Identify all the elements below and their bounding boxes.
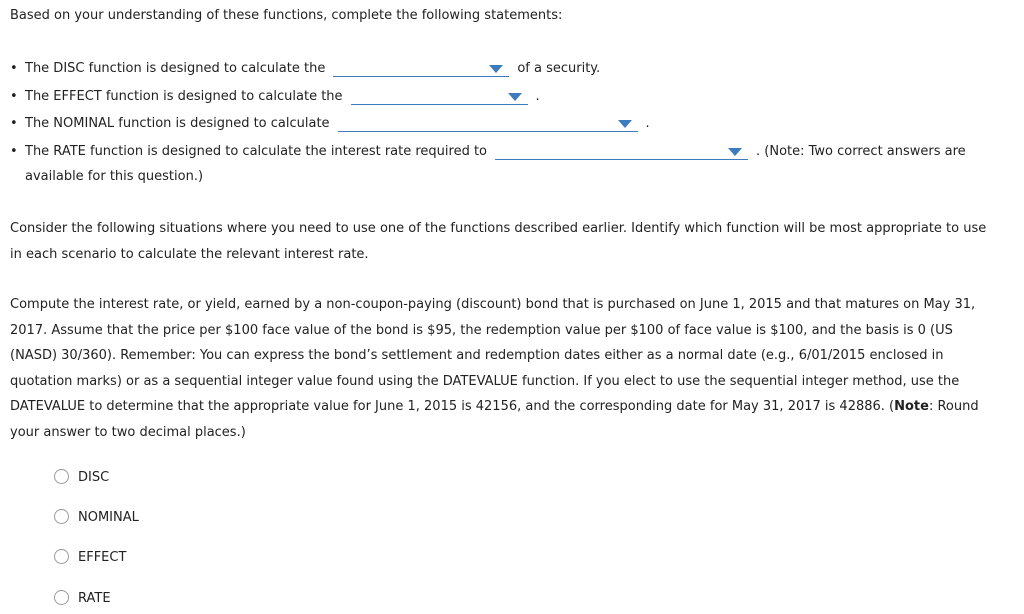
effect-dropdown[interactable] bbox=[351, 88, 528, 105]
statement-disc bbox=[10, 60, 600, 78]
option-label: RATE bbox=[78, 591, 111, 606]
option-label: EFFECT bbox=[78, 550, 127, 565]
option-effect[interactable] bbox=[54, 549, 126, 567]
statement-rate-continuation: available for this question.) bbox=[25, 169, 204, 184]
instruction-paragraph: Consider the following situations where you need to use one of the functions described earlier. Identify which function will be most appropriate to use in each scenario to calculate the relevant interest rate. bbox=[10, 221, 987, 262]
note-text: : Round your answer to two decimal places.) bbox=[10, 399, 979, 440]
bullet: • bbox=[10, 116, 18, 131]
option-rate[interactable] bbox=[54, 590, 111, 608]
option-nominal[interactable] bbox=[54, 509, 139, 527]
radio-circle-icon[interactable] bbox=[54, 469, 69, 484]
option-disc[interactable] bbox=[54, 469, 109, 487]
bullet: • bbox=[10, 89, 18, 104]
radio-circle-icon[interactable] bbox=[54, 509, 69, 524]
rate-dropdown[interactable] bbox=[495, 143, 748, 160]
disc-dropdown[interactable] bbox=[333, 60, 509, 77]
question-paragraph bbox=[10, 292, 1000, 445]
caret-down-icon bbox=[489, 65, 503, 73]
radio-circle-icon[interactable] bbox=[54, 549, 69, 564]
intro-text: Based on your understanding of these functions, complete the following statements: bbox=[10, 8, 563, 23]
radio-circle-icon[interactable] bbox=[54, 590, 69, 605]
statement-suffix: . bbox=[535, 89, 540, 104]
note-label: Note bbox=[894, 399, 929, 414]
nominal-dropdown[interactable] bbox=[338, 115, 638, 132]
statement-effect bbox=[10, 88, 540, 106]
statement-nominal bbox=[10, 115, 650, 133]
question-text: Compute the interest rate, or yield, earned by a non-coupon-paying (discount) bond that is purchased on June 1, 2015 and that matures on May 31, 2017. Assume that the price per $100 face value of the bond is $95, the redemption value per $100 of face value is $100, and the basis is 0 (US (NASD) 30/360). Remember: You can express the bond’s settlement and redemption dates either as a normal date (e.g., 6/01/2015 enclosed in quotation marks) or as a sequential integer value found using the DATEVALUE function. If you elect to use the sequential integer method, use the DATEVALUE to determine that the appropriate value for June 1, 2015 is 42156, and the corresponding date for May 31, 2017 is 42886. ( bbox=[10, 297, 976, 414]
bullet: • bbox=[10, 61, 18, 76]
caret-down-icon bbox=[618, 120, 632, 128]
option-label: DISC bbox=[78, 470, 110, 485]
option-label: NOMINAL bbox=[78, 510, 139, 525]
statement-text: The DISC function is designed to calculate the bbox=[25, 61, 326, 76]
statement-suffix: . (Note: Two correct answers are bbox=[756, 144, 966, 159]
caret-down-icon bbox=[728, 148, 742, 156]
statement-suffix: of a security. bbox=[517, 61, 601, 76]
caret-down-icon bbox=[508, 93, 522, 101]
statement-suffix: . bbox=[645, 116, 650, 131]
statement-text: The EFFECT function is designed to calculate the bbox=[25, 89, 343, 104]
bullet: • bbox=[10, 144, 18, 159]
statement-text: The NOMINAL function is designed to calculate bbox=[25, 116, 330, 131]
statement-rate bbox=[10, 143, 966, 161]
statement-text: The RATE function is designed to calculate the interest rate required to bbox=[25, 144, 488, 159]
